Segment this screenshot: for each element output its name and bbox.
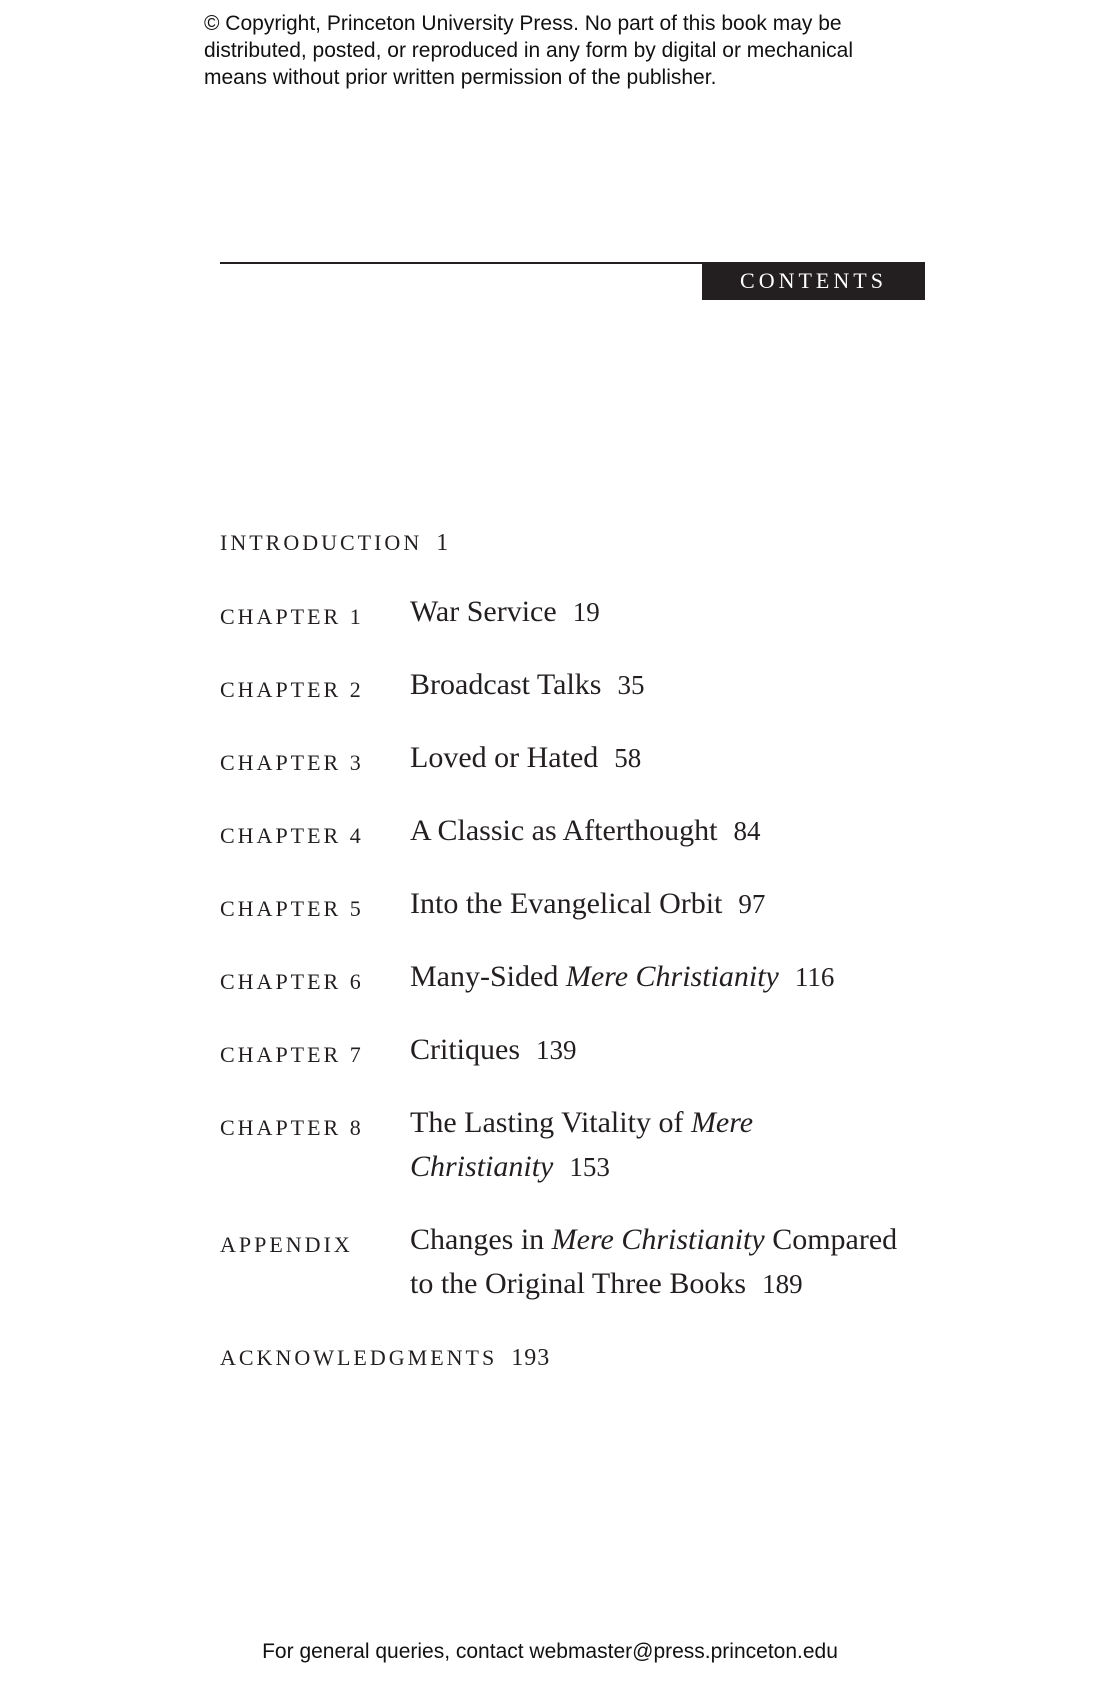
- footer-contact: For general queries, contact webmaster@press.princeton.edu: [262, 1640, 838, 1663]
- toc-title-chapter-5: Into the Evangelical Orbit: [410, 887, 723, 920]
- toc-label-chapter-7: CHAPTER 7: [220, 1042, 364, 1067]
- contents-heading: CONTENTS: [702, 262, 925, 300]
- toc-title-appendix-line-2: to the Original Three Books: [410, 1267, 747, 1300]
- toc-title-chapter-8-italic-1: Mere: [690, 1106, 754, 1139]
- toc-title-chapter-2: Broadcast Talks: [410, 668, 602, 701]
- toc-page-chapter-3: 58: [614, 743, 642, 773]
- toc-page-chapter-4: 84: [733, 816, 761, 846]
- toc-page-chapter-8: 153: [569, 1152, 610, 1182]
- toc-title-chapter-8: The Lasting Vitality of: [410, 1106, 691, 1139]
- toc-page-chapter-1: 19: [572, 597, 600, 627]
- toc-title-appendix-italic: Mere Christianity: [551, 1223, 765, 1256]
- toc-title-chapter-1: War Service: [410, 595, 557, 628]
- toc-label-chapter-8: CHAPTER 8: [220, 1115, 364, 1140]
- toc-page-chapter-5: 97: [738, 889, 766, 919]
- toc-label-acknowledgments: ACKNOWLEDGMENTS: [220, 1345, 498, 1370]
- toc-title-chapter-7: Critiques: [410, 1033, 520, 1066]
- copyright-line-1: © Copyright, Princeton University Press. No part of this book may be: [204, 12, 842, 35]
- toc-page-chapter-7: 139: [536, 1035, 577, 1065]
- toc-title-chapter-6: Many-Sided: [410, 960, 566, 993]
- toc-label-appendix: APPENDIX: [220, 1232, 353, 1257]
- toc-page-chapter-2: 35: [617, 670, 645, 700]
- toc-label-chapter-2: CHAPTER 2: [220, 677, 364, 702]
- toc-label-chapter-6: CHAPTER 6: [220, 969, 364, 994]
- toc-title-chapter-6-italic: Mere Christianity: [565, 960, 779, 993]
- toc-title-appendix-post: Compared: [764, 1223, 898, 1256]
- copyright-notice: [204, 10, 924, 91]
- toc-page-acknowledgments: 193: [511, 1345, 551, 1371]
- toc-label-chapter-1: CHAPTER 1: [220, 604, 364, 629]
- toc-label-introduction: INTRODUCTION: [220, 530, 423, 555]
- toc-label-chapter-4: CHAPTER 4: [220, 823, 364, 848]
- toc-title-chapter-4: A Classic as Afterthought: [410, 814, 718, 847]
- toc-title-chapter-8-italic-2: Christianity: [410, 1150, 554, 1183]
- toc-page-chapter-6: 116: [794, 962, 835, 992]
- toc-label-chapter-3: CHAPTER 3: [220, 750, 364, 775]
- toc-label-chapter-5: CHAPTER 5: [220, 896, 364, 921]
- toc-title-chapter-3: Loved or Hated: [410, 741, 599, 774]
- toc-title-appendix: Changes in: [410, 1223, 552, 1256]
- toc-page-introduction: 1: [436, 530, 450, 556]
- toc-page-appendix: 189: [762, 1269, 803, 1299]
- copyright-line-2: distributed, posted, or reproduced in any form by digital or mechanical: [204, 39, 854, 62]
- copyright-line-3: means without prior written permission of the publisher.: [204, 66, 717, 89]
